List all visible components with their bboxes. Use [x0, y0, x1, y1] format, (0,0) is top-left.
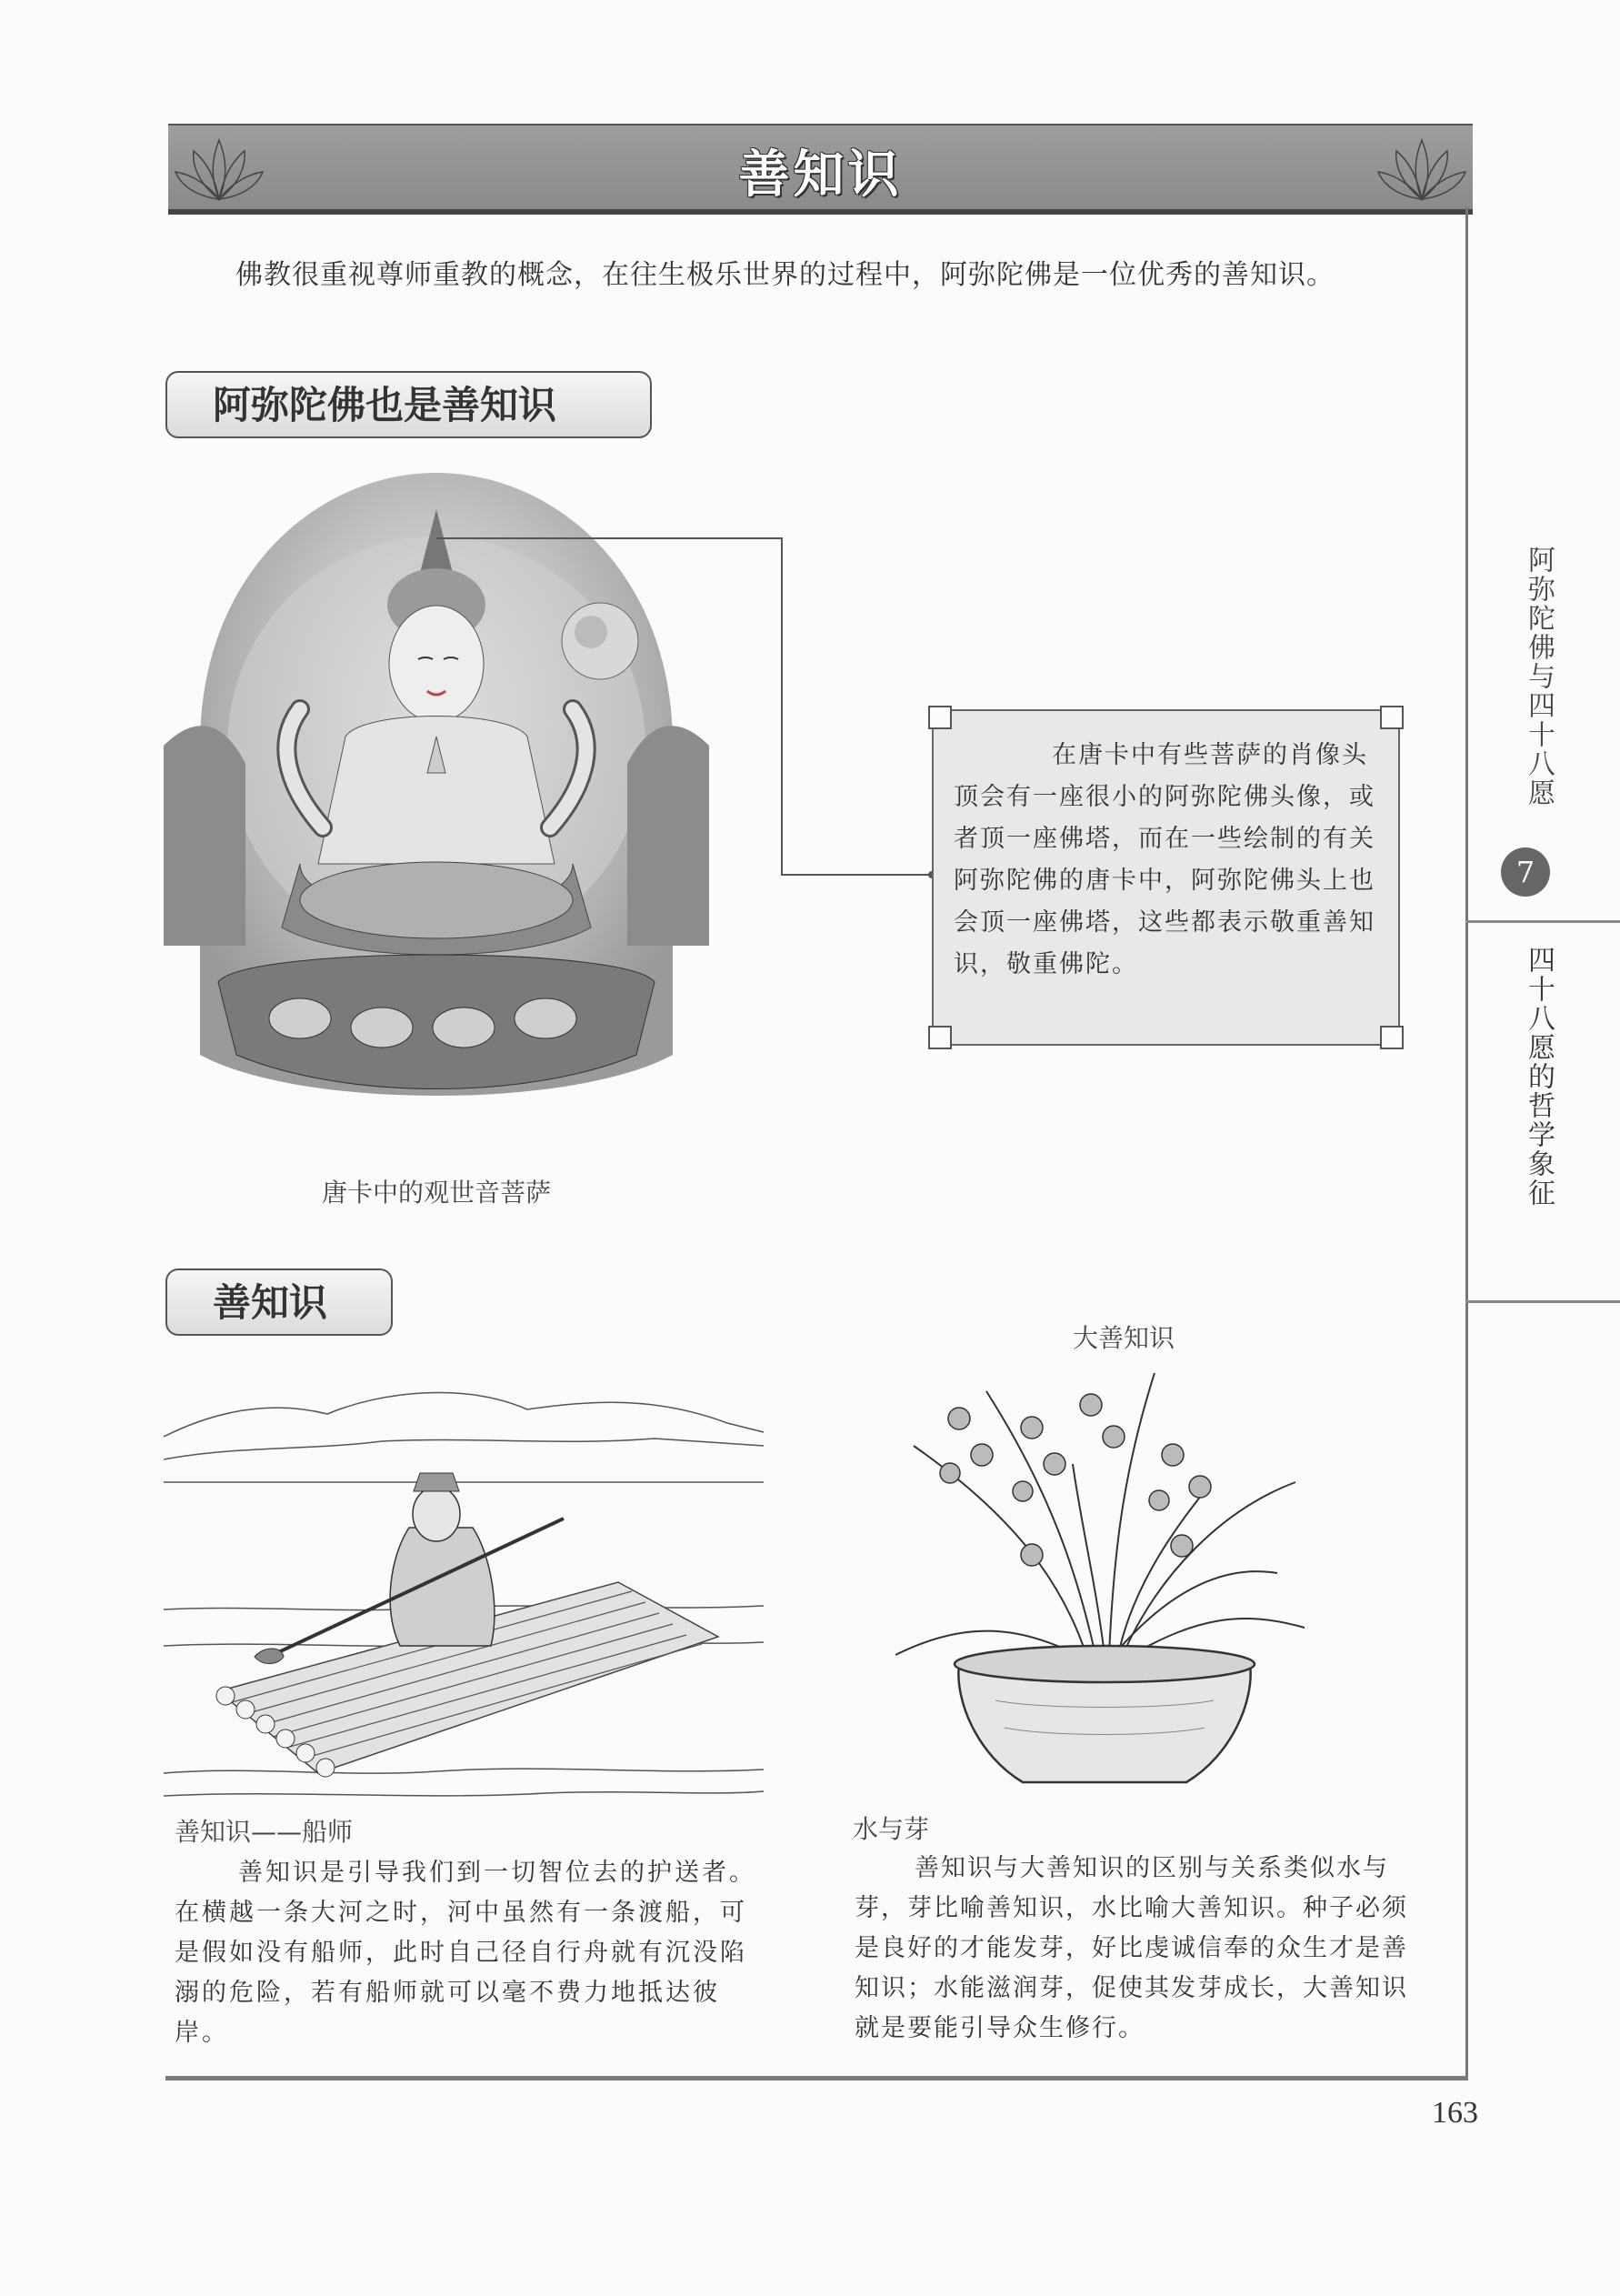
- raft-caption: 善知识——船师: [175, 1817, 354, 1847]
- lotus-ornament-right-icon: [1376, 131, 1467, 204]
- sidebar-chapter-title: 阿弥陀佛与四十八愿: [1523, 546, 1555, 807]
- section-heading-good-teacher: 善知识: [165, 1268, 393, 1336]
- callout-corner-ornament: [1380, 706, 1404, 729]
- bottom-rule: [165, 2076, 1468, 2080]
- section-heading-amitabha: 阿弥陀佛也是善知识: [165, 371, 652, 438]
- sidebar-divider: [1465, 920, 1620, 923]
- plant-description: 善知识与大善知识的区别与关系类似水与芽，芽比喻善知识，水比喻大善知识。种子必须是良好的才能发芽，好比虔诚信奉的众生才是善知识；水能滋润芽，促使其发芽成长，大善知识就是要能引导众生修行。: [855, 1854, 1408, 2042]
- sidebar-section-title: 四十八愿的哲学象征: [1523, 946, 1555, 1208]
- plant-caption: 水与芽: [853, 1814, 930, 1844]
- raft-description: 善知识是引导我们到一切智位去的护送者。在横越一条大河之时，河中虽然有一条渡船，可是假如没有船师，此时自己径自行舟就有沉没陷溺的危险，若有船师就可以毫不费力地抵达彼岸。: [175, 1859, 756, 2047]
- title-band: [168, 124, 1473, 215]
- callout-corner-ornament: [928, 1026, 952, 1049]
- sidebar-divider: [1465, 1300, 1620, 1303]
- orchid-pot-image: [895, 1355, 1314, 1810]
- content-frame-rule: [1465, 207, 1468, 2080]
- page-title: 善知识: [738, 145, 903, 205]
- raft-boatman-image: [164, 1373, 768, 1805]
- callout-box: [932, 709, 1400, 1046]
- callout-connector-line: [418, 536, 945, 900]
- chapter-number-badge: 7: [1501, 847, 1550, 897]
- callout-corner-ornament: [1380, 1026, 1404, 1049]
- plant-label: 大善知识: [1073, 1323, 1175, 1353]
- thangka-caption: 唐卡中的观世音菩萨: [321, 1178, 551, 1208]
- callout-corner-ornament: [928, 706, 952, 729]
- intro-paragraph: 佛教很重视尊师重教的概念，在往生极乐世界的过程中，阿弥陀佛是一位优秀的善知识。: [235, 259, 1335, 291]
- callout-text: 在唐卡中有些菩萨的肖像头顶会有一座很小的阿弥陀佛头像，或者顶一座佛塔，而在一些绘制的有关阿弥陀佛的唐卡中，阿弥陀佛头上也会顶一座佛塔，这些都表示敬重善知识，敬重佛陀。: [954, 741, 1375, 978]
- page-number: 163: [1432, 2096, 1478, 2130]
